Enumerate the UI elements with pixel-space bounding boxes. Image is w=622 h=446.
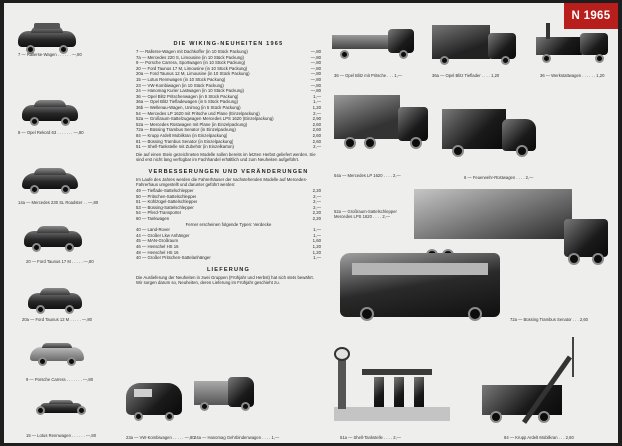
item-price: 1,20 [312, 249, 321, 255]
news-note: Die auf einen Stein gezeichneten Modelle sollen bereits im letzten Herbst geliefert werden. Sie sind erst nicht lang verfügbar im Fachhandel erhältlich und zum Neuheiten aufgeführt. [136, 151, 316, 163]
caption-24a: 24a — Hanomag Gehrbindenwagen . . . . 1,— [194, 435, 280, 440]
caption-72a: 72a — Büssing Trambus Senator . . . 2,60 [510, 317, 588, 322]
model-20a-ford-taunus-12m[interactable] [28, 285, 82, 309]
item-name: 52a — Großraum-Sattelzugwagen Mercedes LPS 1620 (Einzelpackung) [136, 116, 274, 122]
item-price: 2,20 [312, 188, 321, 194]
item-price: 2,— [313, 110, 321, 116]
item-name: 20a — Ford Taunus 12 M, Limousine (in 10 Stück Packung) [136, 71, 250, 77]
caption-14a: 14a — Mercedes 230 SL Roadster . . —,80 [18, 200, 99, 205]
item-price: 2,60 [312, 138, 321, 144]
item-price: 2,60 [312, 127, 321, 133]
model-23a-vw-bus[interactable] [126, 379, 182, 419]
model-14a-mercedes-roadster[interactable] [22, 165, 78, 189]
item-price: 1,60 [312, 238, 321, 244]
item-price: —,80 [310, 71, 321, 77]
item-name: 50 — Pritschen-Sattelschlepper [136, 193, 197, 199]
item-price: 1,20 [312, 244, 321, 249]
caption-20: 20 — Ford Taunus 17 M . . . . . —,80 [26, 259, 94, 264]
item-price: 1,— [313, 255, 321, 261]
price-row [136, 144, 321, 150]
item-name: 40 — Land-Rover [136, 227, 170, 233]
improvements-header: VERBESSERUNGEN UND VERÄNDERUNGEN [148, 168, 309, 175]
text-column [136, 41, 321, 286]
caption-84: 84 — Krupp Ardelt Mobilkran . . . 2,60 [504, 435, 574, 440]
year-badge: N 1965 [564, 3, 618, 29]
item-name: 72a — Büssing Trambus Senator (in Einzelpackung) [136, 127, 236, 133]
model-54a-mercedes-lp1620[interactable] [334, 91, 430, 161]
item-price: —,80 [310, 65, 321, 71]
item-name: 54 — Pferd-Transporter [136, 210, 182, 216]
caption-6: 6 — Feuerwehr-Rüstwagen . . . . 2,— [464, 175, 534, 180]
caption-8: 8 — Opel Rekord 63 . . . . . . . —,80 [18, 130, 84, 135]
model-24a-hanomag-truck[interactable] [194, 373, 256, 417]
model-6-feuerwehr-ruestwagen[interactable] [442, 105, 538, 167]
caption-15: 15 — Lotus Rennwagen . . . . . . —,80 [26, 433, 97, 438]
item-price: —,80 [310, 49, 321, 54]
item-price: 1,— [313, 227, 321, 233]
item-price: —,80 [310, 60, 321, 66]
improvements-list-2 [136, 227, 321, 261]
item-name: 36b — Wellenau-Wagen, Unimog (in 5 Stück Packung) [136, 104, 241, 110]
item-name: 48 — Henschel HS 16 [136, 249, 179, 255]
item-price: 1,— [313, 93, 321, 99]
item-price: 2,— [313, 204, 321, 210]
model-9-porsche-carrera[interactable] [30, 339, 84, 361]
item-price: 2,60 [312, 132, 321, 138]
item-name: 23 — VW-Kombiwagen (in 10 Stück Packung) [136, 82, 224, 88]
caption-20a: 20a — Ford Taunus 12 M . . . . . —,80 [22, 317, 92, 322]
item-price: 2,20 [312, 210, 321, 216]
caption-9: 9 — Porsche Carrera . . . . . . . —,80 [26, 377, 94, 382]
item-name: 84 — Krupp Ardelt Mobilkran (in Einzelpackung) [136, 132, 228, 138]
item-name: 54 — Mercedes LP 1620 mit Pritsche und Plane (Einzelpackung) [136, 110, 260, 116]
item-name: 20 — Ford Taunus 17 M, Limousine (in 10 Stück Packung) [136, 65, 248, 71]
item-name: 46 — Henschel HS 16 [136, 244, 179, 249]
item-price: 1,— [313, 232, 321, 238]
caption-52a: 52a — Großraum-Sattelschlepper Mercedes LPS 1620 . . . . 2,— [334, 209, 397, 219]
item-price: 2,— [313, 199, 321, 205]
caption-36-werkstatt: 36 — Werkstattwagen . . . . . . 1,20 [540, 73, 605, 78]
catalog-page [4, 3, 618, 443]
improvements-intro: Im Laufe des Jahres werden die Fahrerhäuser der nachstehenden Modelle auf Mercedes-Fahrerhaus umgestellt und darunter geführt werden: [136, 176, 308, 188]
item-name: 24 — Hanomag Kurier Lastwagen (in 10 Stück Packung) [136, 88, 244, 94]
item-name: 7 — Rallerse-Wagen mit Dachkoffer (in 10 Stück Packung) [136, 49, 248, 54]
item-name: 51 — Kühlzügel-Sattelschlepper [136, 199, 198, 205]
caption-51a: 51a — Shell-Tankstelle . . . . 2,— [340, 435, 401, 440]
model-51a-shell-tankstelle[interactable] [334, 347, 454, 427]
item-name: 52a — Mercedes Rüstwagen mit Plane (in Einzelpackung) [136, 121, 248, 127]
model-84-krupp-mobilkran[interactable] [482, 331, 606, 427]
item-name: 15 — Lotus Rennwagen (in 10 Stück Packung) [136, 76, 226, 82]
item-price: 2,— [313, 193, 321, 199]
news-list [136, 49, 321, 150]
model-36-werkstattwagen[interactable] [536, 23, 610, 67]
caption-23a: 23a — VW-Kombiwagen . . . . . —,80 [126, 435, 195, 440]
model-7-station-wagon[interactable] [18, 21, 76, 49]
item-price: 2,20 [312, 216, 321, 222]
model-36-opel-blitz-pritsche[interactable] [332, 27, 416, 63]
item-name: 40 — Großer Pritschen-Sattelanhänger [136, 255, 211, 261]
item-name: 9 — Porsche Carrera, Sportwagen (in 10 Stück Packung) [136, 60, 246, 66]
delivery-text: Die Auslieferung der Neuheiten in zwei Gruppen (Frühjahr und Herbst) hat sich stets bewährt. Wir sorgen darum so, Neuheiten, deren Lieferung im Frühjahr geschieht zu. [136, 274, 314, 286]
caption-36: 36 — Opel Blitz mit Pritsche . . . 1,— [334, 73, 402, 78]
model-15-lotus-racer[interactable] [36, 397, 86, 415]
improvements-mid-note: Ferner erscheinen folgende Typen: Verdecke [185, 221, 272, 227]
news-header: DIE WIKING-NEUHEITEN 1965 [173, 41, 284, 47]
item-name: 36 — Opel Blitz Pritschenwagen (in 5 Stück Packung) [136, 93, 239, 99]
item-price: —,80 [310, 88, 321, 94]
caption-36a: 36a — Opel Blitz Tieflader . . . . 1,20 [432, 73, 500, 78]
model-72a-buessing-bus[interactable] [340, 243, 504, 329]
caption-7: 7 — Rallerse-Wagen . . . . . . —,80 [18, 52, 82, 57]
caption-54a: 54a — Mercedes LP 1620 . . . . 2,— [334, 173, 401, 178]
model-8-opel-rekord[interactable] [22, 95, 78, 121]
model-20-ford-taunus-17m[interactable] [24, 221, 82, 247]
item-price: 1,— [313, 99, 321, 105]
item-name: 60 — Tankwagen [136, 216, 170, 222]
item-name: 44 — Großer Lkw Anhänger [136, 232, 190, 238]
item-name: 45 — MAN-Großraum [136, 238, 179, 244]
item-name: 53 — Büssing-Sattelschlepper [136, 204, 194, 210]
item-price: —,80 [310, 76, 321, 82]
item-price: 2,— [313, 144, 321, 150]
delivery-header: LIEFERUNG [206, 266, 251, 273]
item-name: 51 — Shell-Tankstelle mit Zubehör (in Einzelkarton) [136, 144, 234, 150]
item-name: 81 — Büssing Trambus Senator (in Einzelpackung) [136, 138, 234, 144]
item-price: 2,60 [312, 121, 321, 127]
item-price: —,80 [310, 54, 321, 60]
item-name: 36a — Opel Blitz Tiefladewagen (in 5 Stück Packung) [136, 99, 238, 105]
item-price: —,80 [310, 82, 321, 88]
improvements-list [136, 188, 321, 222]
item-price: 1,20 [312, 104, 321, 110]
item-price: 2,90 [312, 116, 321, 122]
item-name: 7a — Mercedes 220 S, Limousine (in 10 Stück Packung) [136, 54, 244, 60]
item-name: 49 — Tieflade-Sattelschlepper [136, 188, 194, 194]
model-36a-opel-blitz-tieflader[interactable] [432, 25, 518, 67]
